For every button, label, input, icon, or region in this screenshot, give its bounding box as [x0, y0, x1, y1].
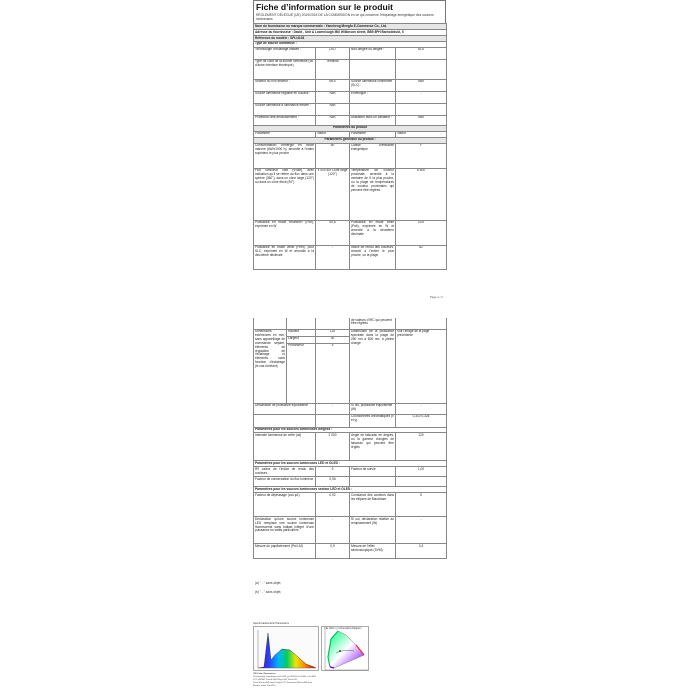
spectro-parameters — [253, 673, 383, 688]
dim-height-value: 120 — [316, 329, 350, 336]
param-value: LED — [316, 47, 350, 59]
dim-width-value: 30 — [316, 336, 350, 343]
page-title: Fiche d’information sur le produit — [256, 2, 394, 12]
param-value — [396, 59, 447, 79]
product-info-table-1 — [253, 23, 447, 269]
chromaticity-point — [339, 650, 341, 652]
table-row — [254, 103, 447, 115]
param-value: MLS — [316, 79, 350, 91]
led-replacement-value: - — [316, 517, 350, 544]
param-label: Source lumineuse réglable en couleur : — [254, 91, 316, 103]
column-header: Paramètre — [350, 131, 396, 137]
table-row — [254, 79, 447, 91]
model-reference: Référence du modèle : SPL/4104 — [254, 36, 447, 42]
param-value: F — [396, 143, 447, 168]
phase-factor-value: 0,92 — [316, 493, 350, 517]
spectrum-fill — [258, 630, 316, 668]
table-row — [254, 168, 447, 220]
dim-width-label: Largeur — [287, 336, 316, 343]
spd-label: Distribution de la puissance spectrale dans la plage de 250 nm à 800 nm, à pleine charge — [350, 329, 396, 403]
param-label: Puissance en mode «marche» (Pon), exprimée en W — [254, 220, 316, 245]
replacement-right-value: - — [396, 517, 447, 544]
param-label: Source lumineuse connectée (SLC) : — [350, 79, 396, 91]
dim-height-label: Hauteur — [287, 329, 316, 336]
spectro-line: CCT=6500K Duv=0.0044 Rg=0.49/ Tan=0.39 — [253, 678, 297, 681]
param-label: Classe d’efficacité énergétique — [350, 143, 396, 168]
footnotes — [255, 579, 281, 597]
table-row — [254, 544, 447, 559]
column-header: Paramètre — [254, 131, 316, 137]
table-row — [254, 403, 447, 414]
peak-intensity-label: Intensité lumineuse de crête (cd) — [254, 433, 316, 461]
footnote-b: (b) " - " sans objet; — [255, 590, 282, 594]
param-value: Non — [316, 103, 350, 115]
param-value: Non — [316, 115, 350, 125]
param-label: Technologie d’éclairage utilisée : — [254, 47, 316, 59]
survival-label: Facteur de survie — [350, 467, 396, 477]
param-value: DLS — [396, 47, 447, 59]
spectrum-graphic — [254, 627, 320, 672]
color-consistency-label: Constance des couleurs dans les ellipses de MacAdam — [350, 493, 396, 517]
table-row — [254, 318, 447, 329]
phase-factor-label: Facteur de déphasage (cos φ1) — [254, 493, 316, 517]
param-label: Température de couleur proximale, arrondie à la centaine de K la plus proche, ou la plage de températures de couleur proximales qui peuvent être réglées — [350, 168, 396, 220]
table-row — [254, 220, 447, 245]
table-row — [254, 493, 447, 517]
param-value: 50 — [316, 143, 350, 168]
table-row — [254, 143, 447, 168]
title-block — [253, 0, 446, 23]
regulation-subtitle: RÈGLEMENT DÉLÉGUÉ (UE) 2019/2015 DE LA COMMISSION en ce qui concerne l’étiquetage énergétique des sources lumineuses — [256, 13, 434, 22]
product-sheet-page-1 — [253, 0, 446, 300]
supplier-address: Adresse du fournisseur : David , Unit A Lowen/ough Mill Wilkinson street, BB9 8PH Barnoldsvid, X — [254, 30, 447, 36]
cie-title: CIE 1931 x,y Chromaticity Diagram — [324, 627, 362, 630]
page-number: Page 1 / 2 — [430, 295, 443, 299]
table-row — [254, 91, 447, 103]
dim-depth-label: Profondeur — [287, 343, 316, 403]
param-label: Source lumineuse à luminance élevée : — [254, 103, 316, 115]
spectral-distribution-plot — [253, 626, 319, 671]
beam-angle-label: Angle de faisceau en degrés, ou la gamme d’angles de faisceau qui peuvent être réglés — [350, 433, 396, 461]
cie-graphic — [322, 627, 370, 672]
table-row — [254, 433, 447, 461]
chroma-value: 0,310 0,326 — [396, 414, 447, 427]
color-consistency-value: 5 — [396, 493, 447, 517]
param-value: 4 000 sur Cône large (120°) — [316, 168, 350, 220]
param-value: - — [316, 245, 350, 269]
param-label: Puissance en mode veille (Psb), exprimée en W et arrondie à la deuxième décimale — [350, 220, 396, 245]
param-label: Non-dirigée ou dirigée : — [350, 47, 396, 59]
table-row — [254, 59, 447, 79]
param-value: Non — [396, 115, 447, 125]
flicker-label: Mesure du papillotement (Pst LM) — [254, 544, 316, 559]
param-label — [350, 59, 396, 79]
survival-value: 1,00 — [396, 467, 447, 477]
spectro-line: Chromaticity Coordinate:x=0.3100 y=0.3262/u'=0.1966 v'=0.4651 — [253, 675, 317, 678]
flux-maintenance-label: Facteur de conservation du flux lumineux — [254, 477, 316, 487]
flicker-value: 0,9 — [316, 544, 350, 559]
param-label: Enveloppe : — [350, 91, 396, 103]
column-header: Valeur — [316, 131, 350, 137]
table-row — [254, 115, 447, 125]
footnote-a: (a) " - " sans objet; — [255, 581, 282, 585]
dim-depth-value: 5 — [316, 343, 350, 403]
param-value — [396, 103, 447, 115]
cri-continuation: de valeurs d’IRC qui peuvent être réglées — [350, 318, 396, 329]
param-value: - — [396, 91, 447, 103]
table-row — [254, 477, 447, 487]
led-replacement-label: Déclaration qu’une source lumineuse LED remplace une source lumineuse fluorescente sans ballast intégré d’une puissance en watts particulière — [254, 517, 316, 544]
r9-value: 9 — [316, 467, 350, 477]
chroma-label: Coordonnées chromatiques (x et y) — [350, 414, 396, 427]
equiv-power-value: - — [316, 403, 350, 414]
peak-intensity-value: 2 000 — [316, 433, 350, 461]
r9-label: R9 valeur de l’indice de rendu des couleurs — [254, 467, 316, 477]
light-source-type-heading: Type de source lumineuse : — [254, 41, 447, 47]
spectro-title: Spectroradiometric Parameters — [253, 622, 289, 625]
param-label: Utilisation avec un variateur : — [350, 115, 396, 125]
cie-chromaticity-plot — [321, 626, 369, 671]
beam-angle-value: 120 — [396, 433, 447, 461]
product-params-header: Paramètres du produit — [254, 125, 447, 131]
supplier-name: Nom du fournisseur ou marque commerciale : Yancheng Mengfu E-Commerce Co., Ltd. — [254, 24, 447, 30]
param-value: Non — [316, 91, 350, 103]
param-value: 82 — [396, 245, 447, 269]
directional-header: Paramètres pour les sources lumineuses dirigées : — [254, 427, 447, 433]
param-label: Puissance en mode veille (Pnet), pour SLC, exprimée en W et arrondie à la deuxième décimale — [254, 245, 316, 269]
table-row — [254, 467, 447, 477]
equiv-power-right-value: - — [396, 403, 447, 414]
replacement-right-label: Si oui, déclaration relative au remplacement (W) — [350, 517, 396, 544]
spectro-report — [253, 622, 383, 696]
spectro-line: CIE Color Parameters: — [253, 673, 277, 675]
product-info-table-2 — [253, 318, 447, 559]
mains-header: Paramètres pour les sources lumineuses secteur LED et OLED : — [254, 487, 447, 493]
param-value: 0,00 — [396, 220, 447, 245]
svm-value: 0,4 — [396, 544, 447, 559]
spd-value: Voir l’image de la page précédente — [396, 329, 447, 403]
equiv-power-label: Déclaration de puissance équivalente — [254, 403, 316, 414]
param-value: Non — [396, 79, 447, 91]
param-label: Flux lumineux utile (Φuse), avec indication qu’il se réfère au flux dans une sphère (360°), dans un cône large (120°) ou dans un cône étroit (90°) — [254, 168, 316, 220]
led-header: Paramètres pour les sources lumineuses LED et OLED : — [254, 461, 447, 467]
column-header: Valeur — [396, 131, 447, 137]
general-params-header: Paramètres généraux du produit : — [254, 137, 447, 143]
spectro-line: Peak Wave=453.0nm Purity=6.7% Dominant Wave=485.4nm — [253, 681, 313, 684]
flux-maintenance-value: 0,96 — [316, 477, 350, 487]
dimensions-label: Dimensions extérieures en mm, sans appareillage de commande séparé, éléments de régulation de l’éclairage ni éléments sans fonction d’éclairage (le cas échéant) — [254, 329, 287, 403]
table-row — [254, 245, 447, 269]
equiv-power-right: Si oui, puissance équivalente (W) — [350, 403, 396, 414]
param-label: Type de culot de la source lumineuse (ou d’autre interface électrique) — [254, 59, 316, 79]
table-row — [254, 414, 447, 427]
spectro-line: Render Index: Ra=82.0 — [253, 684, 276, 687]
param-value: 50,6 — [316, 220, 350, 245]
param-value: Terminal — [316, 59, 350, 79]
param-label: Indice de rendu des couleurs, arrondi à l’entier le plus proche, ou la plage — [350, 245, 396, 269]
param-value: 6 500 — [396, 168, 447, 220]
param-label: Protection anti-éblouissement : — [254, 115, 316, 125]
param-label: Consommation d’énergie en mode marche (kWh/1000 h), arrondie à l’entier supérieur le plus proche — [254, 143, 316, 168]
product-sheet-page-2 — [253, 318, 446, 600]
param-label — [350, 103, 396, 115]
table-row — [254, 329, 447, 336]
table-row — [254, 47, 447, 59]
svm-label: Mesure de l’effet stroboscopique (SVM) — [350, 544, 396, 559]
table-row — [254, 517, 447, 544]
param-label: Secteur ou non secteur : — [254, 79, 316, 91]
